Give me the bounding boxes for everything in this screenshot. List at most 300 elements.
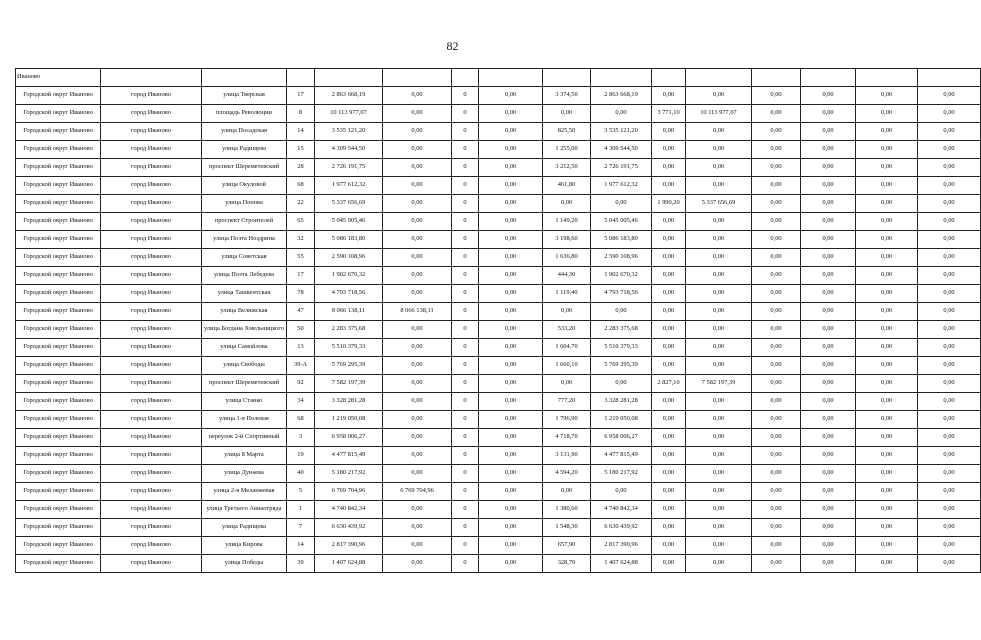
cell-sum: 2 863 668,19	[591, 87, 652, 105]
cell-v1: 0,00	[383, 447, 452, 465]
cell-area: 657,90	[543, 537, 591, 555]
cell-v9: 0,00	[918, 465, 981, 483]
cell-v7: 0,00	[801, 375, 856, 393]
cell-okrug: Городской округ Иваново	[16, 393, 101, 411]
cell-v6: 0,00	[752, 177, 801, 195]
cell-v2: 0	[452, 267, 479, 285]
cell-v1: 0,00	[383, 195, 452, 213]
cell-v3: 0,00	[479, 375, 543, 393]
cell-v7: 0,00	[801, 213, 856, 231]
cell-street: улица Тверская	[202, 87, 287, 105]
cell-v7: 0,00	[801, 501, 856, 519]
table-row	[16, 213, 981, 231]
cell-v9: 0,00	[918, 231, 981, 249]
cell-v7: 0,00	[801, 159, 856, 177]
cell-house: 3	[287, 429, 315, 447]
cell-sum: 3 535 121,20	[591, 123, 652, 141]
cell-city: город Иваново	[101, 303, 202, 321]
cell-total: 2 726 191,75	[315, 159, 383, 177]
cell-v6: 0,00	[752, 123, 801, 141]
cell-total: 1 407 624,88	[315, 555, 383, 573]
cell-house: 78	[287, 285, 315, 303]
cell-sum: 1 219 050,08	[591, 411, 652, 429]
cell-area: 0,00	[543, 375, 591, 393]
cell-v9: 0,00	[918, 555, 981, 573]
cell-house: 32	[287, 231, 315, 249]
cell-house: 68	[287, 177, 315, 195]
cell-v3: 0,00	[479, 339, 543, 357]
cell-house: 17	[287, 87, 315, 105]
cell-house: 65	[287, 213, 315, 231]
cell-v4: 0,00	[652, 393, 686, 411]
cell-sum: 6 630 439,92	[591, 519, 652, 537]
cell-okrug: Городской округ Иваново	[16, 537, 101, 555]
cell-v9: 0,00	[918, 375, 981, 393]
cell-city: город Иваново	[101, 501, 202, 519]
cell-city: город Иваново	[101, 249, 202, 267]
cell-street: улица Попова	[202, 195, 287, 213]
cell-v8: 0,00	[856, 537, 918, 555]
cell-v9: 0,00	[918, 429, 981, 447]
cell-v1: 0,00	[383, 555, 452, 573]
cell-house: 47	[287, 303, 315, 321]
cell-v5: 0,00	[686, 231, 752, 249]
table-row	[16, 195, 981, 213]
cell-v1: 0,00	[383, 159, 452, 177]
cell-city: город Иваново	[101, 105, 202, 123]
cell-v5: 0,00	[686, 303, 752, 321]
cell-v1: 0,00	[383, 465, 452, 483]
cell-v3: 0,00	[479, 321, 543, 339]
cell-total: 6 769 704,96	[315, 483, 383, 501]
cell-v1: 0,00	[383, 357, 452, 375]
cell-city: город Иваново	[101, 321, 202, 339]
cell-street: улица Богдана Хмельницкого	[202, 321, 287, 339]
cell-area: 0,00	[543, 105, 591, 123]
cell-total: 2 817 390,96	[315, 537, 383, 555]
cell-v6: 0,00	[752, 267, 801, 285]
cell-house: 39	[287, 555, 315, 573]
cell-sum: 2 817 390,96	[591, 537, 652, 555]
cell-v3: 0,00	[479, 465, 543, 483]
cell-v6: 0,00	[752, 141, 801, 159]
cell-v9: 0,00	[918, 537, 981, 555]
cell-v3: 0,00	[479, 537, 543, 555]
cell-area: 4 718,70	[543, 429, 591, 447]
cell-okrug: Городской округ Иваново	[16, 141, 101, 159]
cell-total: 4 477 815,49	[315, 447, 383, 465]
cell-street: улица 2-я Меланжевая	[202, 483, 287, 501]
cell-area: 3 212,50	[543, 159, 591, 177]
cell-v6: 0,00	[752, 339, 801, 357]
cell-v8: 0,00	[856, 519, 918, 537]
cell-v8: 0,00	[856, 123, 918, 141]
cell-city: город Иваново	[101, 483, 202, 501]
cell-sum: 4 740 842,34	[591, 501, 652, 519]
cell-v7: 0,00	[801, 105, 856, 123]
cell-v6: 0,00	[752, 195, 801, 213]
cell-v6: 0,00	[752, 321, 801, 339]
cell-city: город Иваново	[101, 357, 202, 375]
cell-v3: 0,00	[479, 483, 543, 501]
cell-okrug: Городской округ Иваново	[16, 375, 101, 393]
cell-v6: 0,00	[752, 465, 801, 483]
cell-sum: 4 793 718,56	[591, 285, 652, 303]
cell-city: город Иваново	[101, 213, 202, 231]
cell-street: проспект Строителей	[202, 213, 287, 231]
cell-city: город Иваново	[101, 123, 202, 141]
cell-v1: 0,00	[383, 105, 452, 123]
table-row	[16, 303, 981, 321]
cell-v2: 0	[452, 357, 479, 375]
cell-v7: 0,00	[801, 393, 856, 411]
cell-v4: 0,00	[652, 321, 686, 339]
cell-street: улица Победы	[202, 555, 287, 573]
cell-v5: 0,00	[686, 339, 752, 357]
cell-v1: 8 066 138,11	[383, 303, 452, 321]
cell-v7: 0,00	[801, 339, 856, 357]
cell-area: 1 796,90	[543, 411, 591, 429]
cell-sum: 1 902 670,32	[591, 267, 652, 285]
cell-total: 5 045 005,46	[315, 213, 383, 231]
cell-v9: 0,00	[918, 249, 981, 267]
cell-v9: 0,00	[918, 411, 981, 429]
table-row	[16, 285, 981, 303]
cell-sum: 5 769 295,39	[591, 357, 652, 375]
cell-area: 777,20	[543, 393, 591, 411]
table-row	[16, 501, 981, 519]
cell-v1: 0,00	[383, 141, 452, 159]
cell-v6: 0,00	[752, 213, 801, 231]
cell-total: 4 793 718,56	[315, 285, 383, 303]
cell-v8: 0,00	[856, 483, 918, 501]
cell-city: город Иваново	[101, 375, 202, 393]
cell-sum: 1 977 612,32	[591, 177, 652, 195]
cell-okrug: Иваново	[16, 69, 101, 87]
cell-v2: 0	[452, 501, 479, 519]
cell-v4: 0,00	[652, 141, 686, 159]
cell-v2: 0	[452, 555, 479, 573]
cell-v4: 0,00	[652, 555, 686, 573]
cell-v1: 0,00	[383, 213, 452, 231]
cell-v5: 0,00	[686, 519, 752, 537]
page-number: 82	[446, 39, 459, 53]
cell-total: 5 769 295,39	[315, 357, 383, 375]
cell-okrug: Городской округ Иваново	[16, 357, 101, 375]
cell-v3: 0,00	[479, 141, 543, 159]
cell-v4: 0,00	[652, 123, 686, 141]
cell-v5: 0,00	[686, 267, 752, 285]
cell-sum: 1 407 624,88	[591, 555, 652, 573]
cell-v3: 0,00	[479, 519, 543, 537]
cell-v6: 0,00	[752, 555, 801, 573]
cell-area: 1 636,80	[543, 249, 591, 267]
cell-v5: 0,00	[686, 411, 752, 429]
cell-total: 2 283 375,68	[315, 321, 383, 339]
cell-street: улица Велижская	[202, 303, 287, 321]
cell-v8: 0,00	[856, 141, 918, 159]
cell-total: 5 086 183,80	[315, 231, 383, 249]
table-row	[16, 465, 981, 483]
table-row	[16, 159, 981, 177]
cell-okrug: Городской округ Иваново	[16, 195, 101, 213]
table-row	[16, 321, 981, 339]
cell-v5: 0,00	[686, 285, 752, 303]
cell-street: улица Кирова	[202, 537, 287, 555]
cell-okrug: Городской округ Иваново	[16, 267, 101, 285]
cell-total: 6 958 006,27	[315, 429, 383, 447]
cell-sum: 0,00	[591, 375, 652, 393]
cell-sum: 0,00	[591, 303, 652, 321]
cell-v7: 0,00	[801, 195, 856, 213]
cell-v5: 0,00	[686, 177, 752, 195]
cell-okrug: Городской округ Иваново	[16, 123, 101, 141]
cell-v9: 0,00	[918, 267, 981, 285]
cell-street: улица Посадская	[202, 123, 287, 141]
cell-v5: 10 113 977,07	[686, 105, 752, 123]
table-row	[16, 429, 981, 447]
cell-v8: 0,00	[856, 555, 918, 573]
cell-v7: 0,00	[801, 537, 856, 555]
cell-city: город Иваново	[101, 465, 202, 483]
table-row	[16, 141, 981, 159]
cell-okrug: Городской округ Иваново	[16, 519, 101, 537]
table-row	[16, 393, 981, 411]
cell-street: улица Советская	[202, 249, 287, 267]
cell-v2: 0	[452, 339, 479, 357]
cell-house: 39-А	[287, 357, 315, 375]
cell-okrug: Городской округ Иваново	[16, 501, 101, 519]
cell-v5: 0,00	[686, 87, 752, 105]
cell-area: 4 594,20	[543, 465, 591, 483]
cell-v2: 0	[452, 87, 479, 105]
cell-street: площадь Революции	[202, 105, 287, 123]
cell-v7: 0,00	[801, 249, 856, 267]
cell-v3: 0,00	[479, 303, 543, 321]
table-row	[16, 555, 981, 573]
cell-v2: 0	[452, 285, 479, 303]
cell-street: улица Свободы	[202, 357, 287, 375]
cell-okrug: Городской округ Иваново	[16, 429, 101, 447]
cell-okrug: Городской округ Иваново	[16, 483, 101, 501]
cell-house: 19	[287, 447, 315, 465]
cell-v6: 0,00	[752, 105, 801, 123]
cell-v8: 0,00	[856, 195, 918, 213]
cell-street: улица Третьего Авиаотряда	[202, 501, 287, 519]
cell-v6: 0,00	[752, 357, 801, 375]
cell-street: переулок 2-й Спортивный	[202, 429, 287, 447]
cell-v2: 0	[452, 303, 479, 321]
cell-v6: 0,00	[752, 447, 801, 465]
cell-v8: 0,00	[856, 303, 918, 321]
cell-v3: 0,00	[479, 357, 543, 375]
cell-area: 1 604,70	[543, 339, 591, 357]
cell-v2: 0	[452, 249, 479, 267]
cell-house: 92	[287, 375, 315, 393]
cell-city: город Иваново	[101, 447, 202, 465]
cell-v9: 0,00	[918, 357, 981, 375]
cell-v2: 0	[452, 447, 479, 465]
cell-v9: 0,00	[918, 303, 981, 321]
cell-v3: 0,00	[479, 267, 543, 285]
cell-city: город Иваново	[101, 393, 202, 411]
cell-city: город Иваново	[101, 267, 202, 285]
cell-sum: 6 958 006,27	[591, 429, 652, 447]
cell-v1: 0,00	[383, 537, 452, 555]
cell-total: 6 630 439,92	[315, 519, 383, 537]
cell-v9: 0,00	[918, 159, 981, 177]
cell-v5: 0,00	[686, 159, 752, 177]
data-table	[15, 68, 981, 573]
cell-sum: 4 309 544,50	[591, 141, 652, 159]
cell-total: 8 066 138,11	[315, 303, 383, 321]
cell-sum: 2 283 375,68	[591, 321, 652, 339]
cell-v5: 0,00	[686, 123, 752, 141]
cell-sum: 2 726 191,75	[591, 159, 652, 177]
cell-v5: 0,00	[686, 141, 752, 159]
cell-street: улица Поэта Ноздрина	[202, 231, 287, 249]
cell-v7: 0,00	[801, 267, 856, 285]
cell-street: проспект Шереметевский	[202, 375, 287, 393]
cell-v2: 0	[452, 519, 479, 537]
cell-city: город Иваново	[101, 285, 202, 303]
cell-v8: 0,00	[856, 267, 918, 285]
table-row	[16, 537, 981, 555]
cell-house: 13	[287, 339, 315, 357]
cell-area: 3 131,90	[543, 447, 591, 465]
cell-v8: 0,00	[856, 87, 918, 105]
cell-v7: 0,00	[801, 231, 856, 249]
cell-street: улица Дунаева	[202, 465, 287, 483]
cell-v2: 0	[452, 141, 479, 159]
cell-v6: 0,00	[752, 87, 801, 105]
cell-v6: 0,00	[752, 537, 801, 555]
cell-okrug: Городской округ Иваново	[16, 213, 101, 231]
cell-total: 1 977 612,32	[315, 177, 383, 195]
cell-v9: 0,00	[918, 177, 981, 195]
cell-v4: 0,00	[652, 249, 686, 267]
cell-area: 1 548,30	[543, 519, 591, 537]
cell-area: 1 119,40	[543, 285, 591, 303]
cell-v3: 0,00	[479, 213, 543, 231]
cell-v7: 0,00	[801, 123, 856, 141]
cell-sum: 0,00	[591, 105, 652, 123]
cell-okrug: Городской округ Иваново	[16, 105, 101, 123]
cell-v8: 0,00	[856, 321, 918, 339]
cell-v3: 0,00	[479, 105, 543, 123]
cell-v1: 0,00	[383, 501, 452, 519]
cell-house: 40	[287, 465, 315, 483]
cell-v1: 6 769 704,96	[383, 483, 452, 501]
table-row	[16, 231, 981, 249]
cell-sum: 4 477 815,49	[591, 447, 652, 465]
cell-v6: 0,00	[752, 285, 801, 303]
cell-v6: 0,00	[752, 231, 801, 249]
cell-v8: 0,00	[856, 249, 918, 267]
cell-v9: 0,00	[918, 195, 981, 213]
cell-v5: 7 582 197,39	[686, 375, 752, 393]
cell-okrug: Городской округ Иваново	[16, 465, 101, 483]
cell-v4: 0,00	[652, 213, 686, 231]
cell-area: 0,00	[543, 195, 591, 213]
cell-v1: 0,00	[383, 231, 452, 249]
cell-v5: 0,00	[686, 213, 752, 231]
cell-v3: 0,00	[479, 411, 543, 429]
cell-v3: 0,00	[479, 393, 543, 411]
cell-v4: 0,00	[652, 537, 686, 555]
cell-city: город Иваново	[101, 141, 202, 159]
cell-v4: 0,00	[652, 87, 686, 105]
cell-v8: 0,00	[856, 429, 918, 447]
cell-v5: 0,00	[686, 465, 752, 483]
cell-v9: 0,00	[918, 339, 981, 357]
table-row	[16, 411, 981, 429]
cell-v6: 0,00	[752, 303, 801, 321]
table-row	[16, 249, 981, 267]
table-row	[16, 483, 981, 501]
cell-v8: 0,00	[856, 213, 918, 231]
cell-v4: 0,00	[652, 429, 686, 447]
cell-v8: 0,00	[856, 465, 918, 483]
cell-v9: 0,00	[918, 213, 981, 231]
cell-v7: 0,00	[801, 411, 856, 429]
cell-v7: 0,00	[801, 483, 856, 501]
cell-city: город Иваново	[101, 159, 202, 177]
cell-house: 22	[287, 195, 315, 213]
cell-v1: 0,00	[383, 375, 452, 393]
cell-v9: 0,00	[918, 141, 981, 159]
cell-v2: 0	[452, 321, 479, 339]
cell-house: 5	[287, 483, 315, 501]
cell-v1: 0,00	[383, 393, 452, 411]
cell-house: 55	[287, 249, 315, 267]
cell-v2: 0	[452, 429, 479, 447]
cell-total: 1 902 670,32	[315, 267, 383, 285]
cell-street: улица Радищева	[202, 519, 287, 537]
cell-v5: 0,00	[686, 537, 752, 555]
table-row	[16, 267, 981, 285]
cell-v2: 0	[452, 483, 479, 501]
cell-v4: 0,00	[652, 465, 686, 483]
cell-total: 5 180 217,92	[315, 465, 383, 483]
cell-house: 14	[287, 537, 315, 555]
cell-city: город Иваново	[101, 429, 202, 447]
cell-city: город Иваново	[101, 195, 202, 213]
cell-house: 15	[287, 141, 315, 159]
cell-total: 2 863 668,19	[315, 87, 383, 105]
cell-sum: 5 510 379,33	[591, 339, 652, 357]
cell-v1: 0,00	[383, 519, 452, 537]
cell-house: 14	[287, 123, 315, 141]
cell-v3: 0,00	[479, 285, 543, 303]
cell-v8: 0,00	[856, 105, 918, 123]
cell-v9: 0,00	[918, 87, 981, 105]
cell-sum: 2 590 108,96	[591, 249, 652, 267]
cell-area: 3 374,50	[543, 87, 591, 105]
cell-v9: 0,00	[918, 285, 981, 303]
cell-okrug: Городской округ Иваново	[16, 87, 101, 105]
cell-v2: 0	[452, 105, 479, 123]
cell-v8: 0,00	[856, 393, 918, 411]
table-row	[16, 447, 981, 465]
cell-v7: 0,00	[801, 519, 856, 537]
cell-v4: 0,00	[652, 177, 686, 195]
cell-area: 461,80	[543, 177, 591, 195]
cell-v8: 0,00	[856, 411, 918, 429]
cell-v4: 3 771,10	[652, 105, 686, 123]
cell-v9: 0,00	[918, 105, 981, 123]
cell-v5: 0,00	[686, 483, 752, 501]
